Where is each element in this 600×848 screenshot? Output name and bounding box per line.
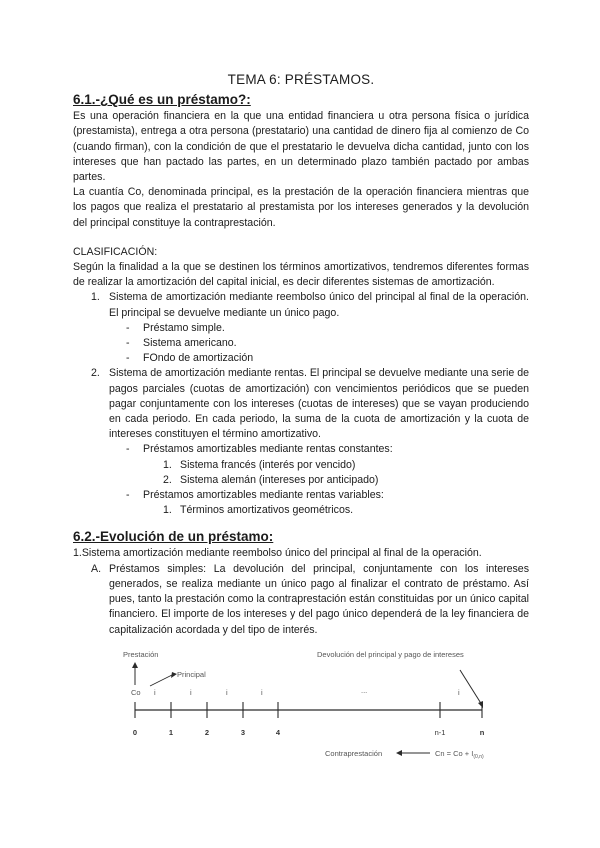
interest-label-n: i [458, 688, 460, 697]
interest-label-1: i [154, 688, 156, 697]
section-1-heading: 6.1.-¿Qué es un préstamo?: [73, 92, 251, 108]
section-2-paragraph-1: 1.Sistema amortización mediante reembolso único del principal al final de la operación. [73, 547, 482, 560]
principal-arrow [150, 675, 172, 686]
devolucion-arrow [460, 670, 482, 705]
bullet-sistema-americano: - Sistema americano. [126, 337, 237, 350]
contraprestacion-arrow-head [396, 750, 402, 756]
tick-label-n: n [479, 728, 485, 737]
formula-label: $Cn = Co + I_{(0,n)}$ [435, 749, 484, 760]
document-title: TEMA 6: PRÉSTAMOS. [227, 72, 375, 87]
tick-label-1: 1 [168, 728, 174, 737]
sub-item-terminos-geometricos: 1. Términos amortizativos geométricos. [163, 504, 354, 517]
interest-label-2: i [190, 688, 192, 697]
sub-item-sistema-frances: 1. Sistema francés (interés por vencido) [163, 458, 356, 471]
classification-heading: CLASIFICACIÓN: [73, 245, 158, 258]
tick-label-n-1: n-1 [434, 728, 446, 737]
section-2-heading: 6.2.-Evolución de un préstamo: [73, 529, 274, 545]
ellipsis-label: ... [361, 686, 368, 695]
document-page [73, 72, 529, 638]
principal-label: Principal [177, 670, 206, 679]
interest-label-4: i [261, 688, 263, 697]
loan-timeline-diagram [110, 640, 510, 765]
prestacion-label: Prestación [123, 650, 159, 659]
bullet-prestamo-simple: - Préstamo simple. [126, 321, 225, 334]
list-item-1: 1. Sistema de amortización mediante reembolso único del principal al final de la operación. El principal se devuelve mediante un único pago. [91, 291, 529, 319]
bullet-rentas-variables: - Préstamos amortizables mediante rentas variables: [126, 489, 384, 502]
prestacion-arrow-head [132, 662, 138, 668]
co-label: Co [131, 688, 141, 697]
interest-label-3: i [226, 688, 228, 697]
devolucion-label: Devolución del principal y pago de intereses [317, 650, 464, 659]
list-item-2: 2. Sistema de amortización mediante rentas. El principal se devuelve mediante una serie de pagos parciales (cuotas de amortización) con vencimientos periódicos que se pueden pagar conjuntamente con los intereses (cuotas de intereses) que se vayan produciendo en cada periodo. En cada periodo, la suma de la cuota de amortización y la cuota de intereses constituyen el término amortizativo. [91, 367, 529, 441]
tick-label-4: 4 [275, 728, 281, 737]
tick-label-2: 2 [204, 728, 210, 737]
sub-item-sistema-aleman: 2. Sistema alemán (intereses por anticipado) [163, 473, 379, 486]
bullet-fondo-amortizacion: - FOndo de amortización [126, 352, 254, 365]
contraprestacion-label: Contraprestación [325, 749, 383, 758]
tick-label-0: 0 [132, 728, 138, 737]
bullet-rentas-constantes: - Préstamos amortizables mediante rentas constantes: [126, 443, 393, 456]
section-1-paragraph-2: La cuantía Co, denominada principal, es la prestación de la operación financiera mientras que los pagos que realiza el prestatario al prestamista por los intereses generados y la devolución del principal constituye la contraprestación. [73, 186, 529, 229]
section-1-paragraph-1: Es una operación financiera en la que una entidad financiera u otra persona física o jurídica (prestamista), entrega a otra persona (prestatario) una cantidad de dinero fija al comienzo de Co (cuando firman), con la condición de que el prestatario le devuelva dicha cantidad, junto con los intereses que han pactado las partes, en un determinado plazo también pactado por ambas partes. [73, 110, 529, 184]
list-item-a: A. Préstamos simples: La devolución del principal, conjuntamente con los intereses generados, se realiza mediante un único pago al finalizar el contrato de préstamo. Así pues, tanto la prestación como la contraprestación están constituidas por un único capital financiero. El importe de los intereses y del pago único dependerá de la ley financiera de capitalización acordada y del tipo de interés. [91, 562, 529, 636]
tick-label-3: 3 [240, 728, 246, 737]
classification-intro: Según la finalidad a la que se destinen los términos amortizativos, tendremos diferentes formas de realizar la amortización del capital inicial, es decir diferentes sistemas de amortización. [73, 261, 529, 289]
